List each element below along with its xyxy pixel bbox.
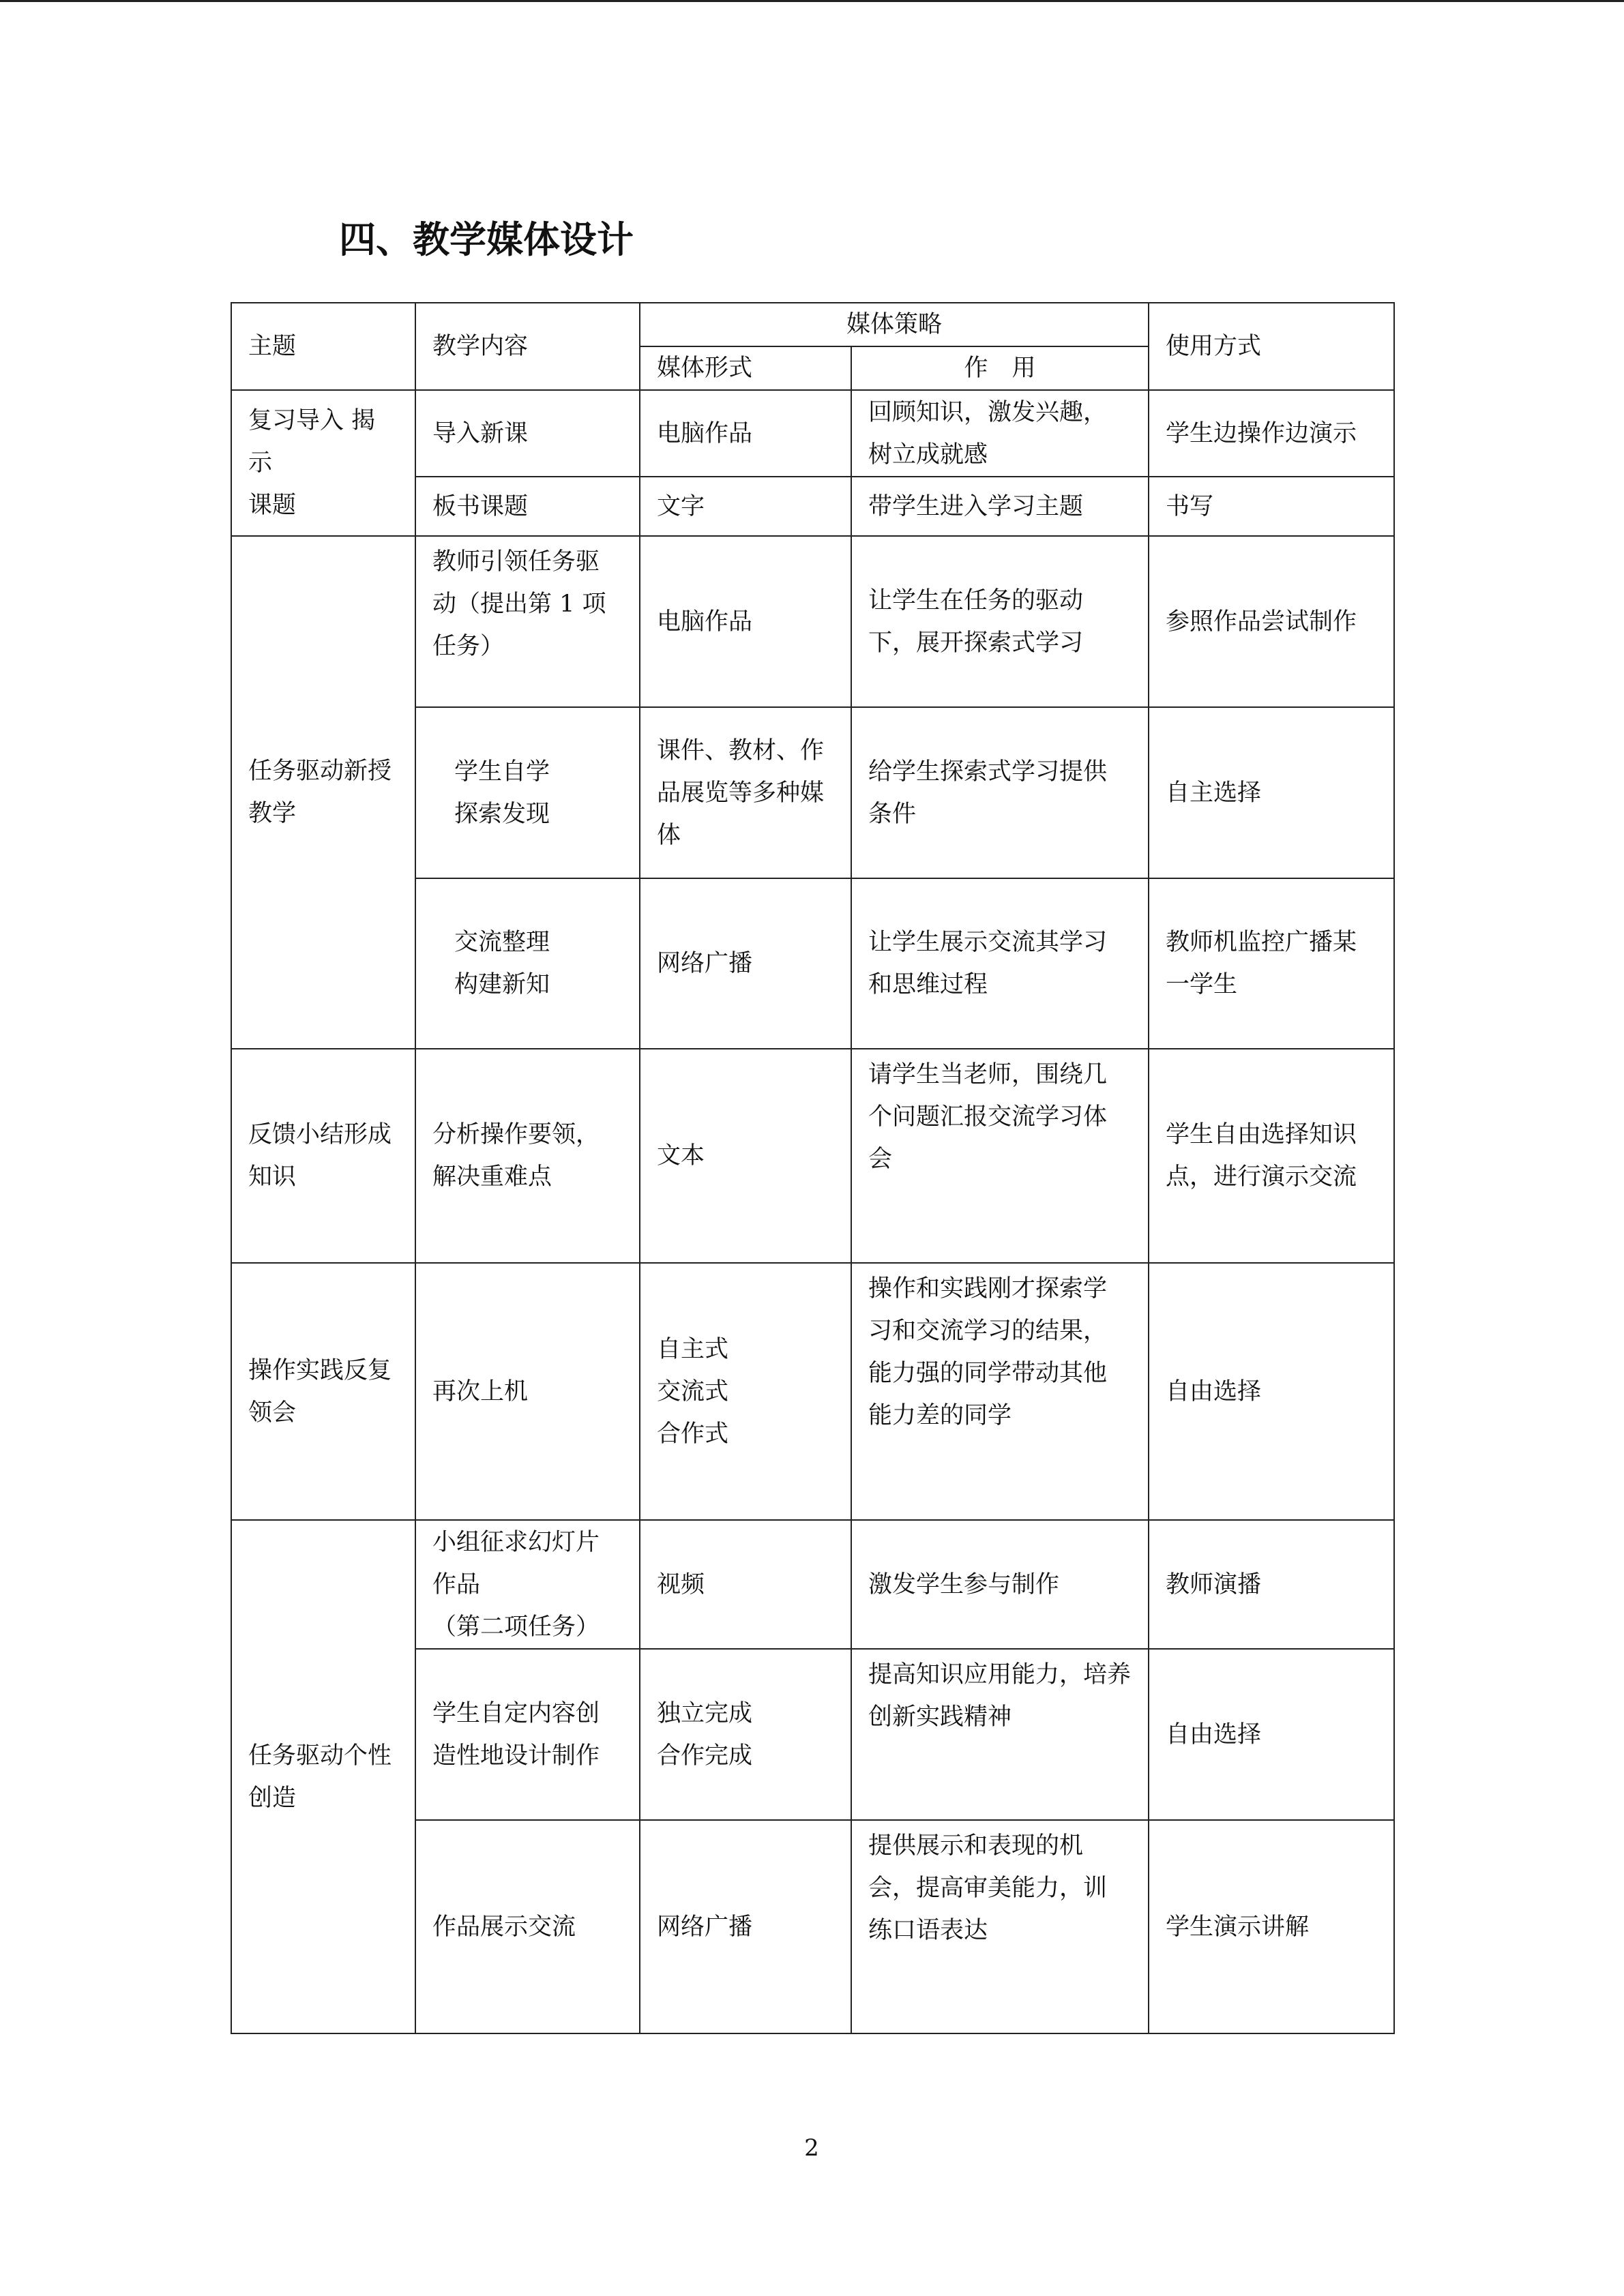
theme-cell: 任务驱动个性 创造 <box>231 1520 415 2033</box>
content-cell: 再次上机 <box>415 1263 640 1520</box>
media-design-table <box>231 302 1395 2034</box>
form-cell: 电脑作品 <box>640 390 851 477</box>
theme-cell: 复习导入 揭示 课题 <box>231 390 415 536</box>
function-cell: 让学生展示交流其学习 和思维过程 <box>851 878 1149 1049</box>
usage-cell: 学生边操作边演示 <box>1149 390 1394 477</box>
function-cell: 回顾知识，激发兴趣， 树立成就感 <box>851 390 1149 477</box>
function-cell: 请学生当老师，围绕几 个问题汇报交流学习体 会 <box>851 1049 1149 1263</box>
header-strategy: 媒体策略 <box>640 303 1149 346</box>
theme-cell: 反馈小结形成 知识 <box>231 1049 415 1263</box>
form-cell: 视频 <box>640 1520 851 1649</box>
page-top-rule <box>0 0 1624 2</box>
function-cell: 让学生在任务的驱动 下，展开探索式学习 <box>851 536 1149 707</box>
section-heading: 四、教学媒体设计 <box>339 218 634 261</box>
header-content: 教学内容 <box>415 303 640 390</box>
form-cell: 网络广播 <box>640 878 851 1049</box>
content-cell: 交流整理 构建新知 <box>415 878 640 1049</box>
usage-cell: 自由选择 <box>1149 1649 1394 1820</box>
function-cell: 激发学生参与制作 <box>851 1520 1149 1649</box>
form-cell: 课件、教材、作 品展览等多种媒 体 <box>640 707 851 878</box>
form-cell: 文字 <box>640 477 851 536</box>
usage-cell: 参照作品尝试制作 <box>1149 536 1394 707</box>
header-function: 作 用 <box>851 346 1149 390</box>
table-row <box>231 1263 1394 1520</box>
page-number: 2 <box>804 2134 819 2162</box>
form-cell: 文本 <box>640 1049 851 1263</box>
usage-cell: 学生自由选择知识 点，进行演示交流 <box>1149 1049 1394 1263</box>
function-cell: 操作和实践刚才探索学 习和交流学习的结果， 能力强的同学带动其他 能力差的同学 <box>851 1263 1149 1520</box>
table-row <box>231 390 1394 477</box>
usage-cell: 自主选择 <box>1149 707 1394 878</box>
content-cell: 学生自学 探索发现 <box>415 707 640 878</box>
content-cell: 板书课题 <box>415 477 640 536</box>
header-theme: 主题 <box>231 303 415 390</box>
header-usage: 使用方式 <box>1149 303 1394 390</box>
table-row <box>231 536 1394 707</box>
form-cell: 独立完成 合作完成 <box>640 1649 851 1820</box>
header-form: 媒体形式 <box>640 346 851 390</box>
function-cell: 提供展示和表现的机 会，提高审美能力，训 练口语表达 <box>851 1820 1149 2033</box>
theme-cell: 操作实践反复 领会 <box>231 1263 415 1520</box>
content-cell: 导入新课 <box>415 390 640 477</box>
usage-cell: 书写 <box>1149 477 1394 536</box>
usage-cell: 教师演播 <box>1149 1520 1394 1649</box>
content-cell: 作品展示交流 <box>415 1820 640 2033</box>
function-cell: 带学生进入学习主题 <box>851 477 1149 536</box>
function-cell: 给学生探索式学习提供 条件 <box>851 707 1149 878</box>
table-header-row <box>231 303 1394 346</box>
content-cell: 分析操作要领， 解决重难点 <box>415 1049 640 1263</box>
table-row <box>231 1520 1394 1649</box>
table-row <box>231 1049 1394 1263</box>
usage-cell: 学生演示讲解 <box>1149 1820 1394 2033</box>
content-cell: 小组征求幻灯片 作品 （第二项任务） <box>415 1520 640 1649</box>
usage-cell: 自由选择 <box>1149 1263 1394 1520</box>
usage-cell: 教师机监控广播某 一学生 <box>1149 878 1394 1049</box>
theme-cell: 任务驱动新授 教学 <box>231 536 415 1049</box>
form-cell: 电脑作品 <box>640 536 851 707</box>
content-cell: 教师引领任务驱 动（提出第 1 项 任务） <box>415 536 640 707</box>
function-cell: 提高知识应用能力，培养 创新实践精神 <box>851 1649 1149 1820</box>
form-cell: 自主式 交流式 合作式 <box>640 1263 851 1520</box>
content-cell: 学生自定内容创 造性地设计制作 <box>415 1649 640 1820</box>
form-cell: 网络广播 <box>640 1820 851 2033</box>
